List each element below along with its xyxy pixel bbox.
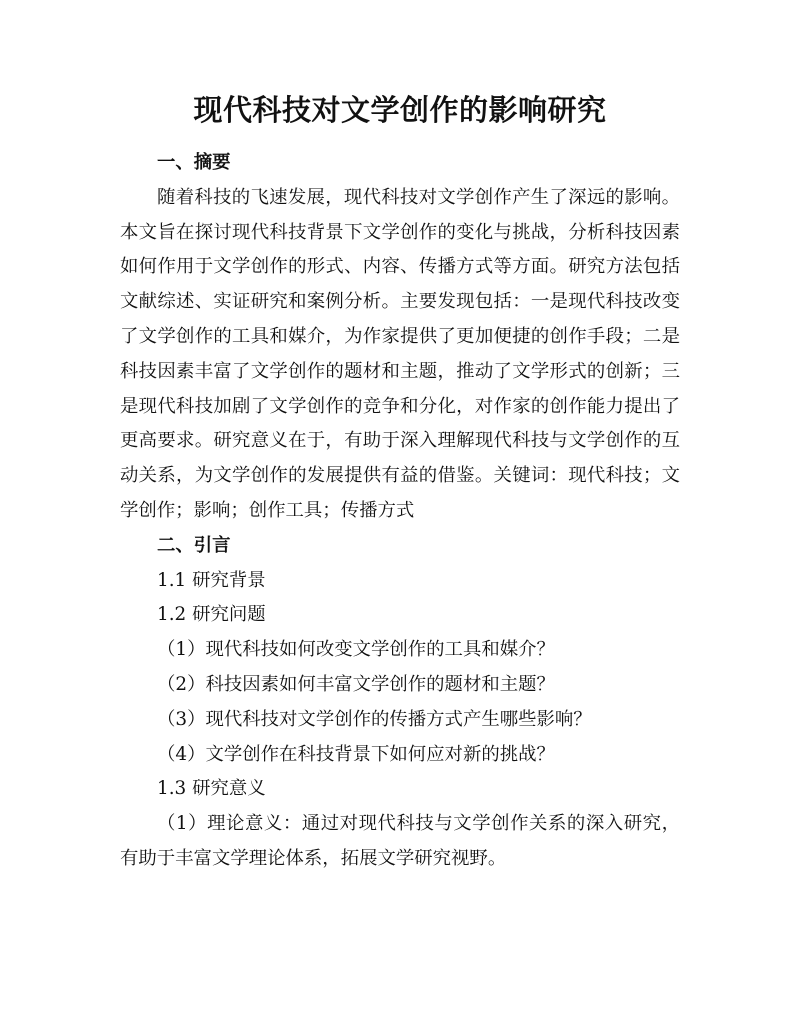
document-body: [120, 146, 680, 877]
research-question-item: （4）文学创作在科技背景下如何应对新的挑战？: [157, 743, 555, 765]
introduction-heading: 二、引言: [157, 534, 231, 556]
research-significance-heading: 1.3 研究意义: [157, 778, 266, 800]
research-question-item: （3）现代科技对文学创作的传播方式产生哪些影响？: [157, 708, 592, 730]
research-background-heading: 1.1 研究背景: [157, 569, 266, 591]
abstract-heading: 一、摘要: [157, 152, 231, 173]
significance-paragraph: （1）理论意义：通过对现代科技与文学创作关系的深入研究，有助于丰富文学理论体系，拓展文学研究视野。: [120, 813, 680, 869]
research-question-item: （1）现代科技如何改变文学创作的工具和媒介？: [157, 639, 555, 661]
research-question-item: （2）科技因素如何丰富文学创作的题材和主题？: [157, 673, 555, 695]
page-title: 现代科技对文学创作的影响研究: [193, 93, 607, 127]
research-questions-heading: 1.2 研究问题: [157, 604, 266, 626]
abstract-paragraph: 随着科技的飞速发展，现代科技对文学创作产生了深远的影响。本文旨在探讨现代科技背景下文学创作的变化与挑战，分析科技因素如何作用于文学创作的形式、内容、传播方式等方面。研究方法包括文献综述、实证研究和案例分析。主要发现包括：一是现代科技改变了文学创作的工具和媒介，为作家提供了更加便捷的创作手段；二是科技因素丰富了文学创作的题材和主题，推动了文学形式的创新；三是现代科技加剧了文学创作的竞争和分化，对作家的创作能力提出了更高要求。研究意义在于，有助于深入理解现代科技与文学创作的互动关系，为文学创作的发展提供有益的借鉴。关键词：现代科技；文学创作；影响；创作工具；传播方式: [120, 186, 680, 521]
